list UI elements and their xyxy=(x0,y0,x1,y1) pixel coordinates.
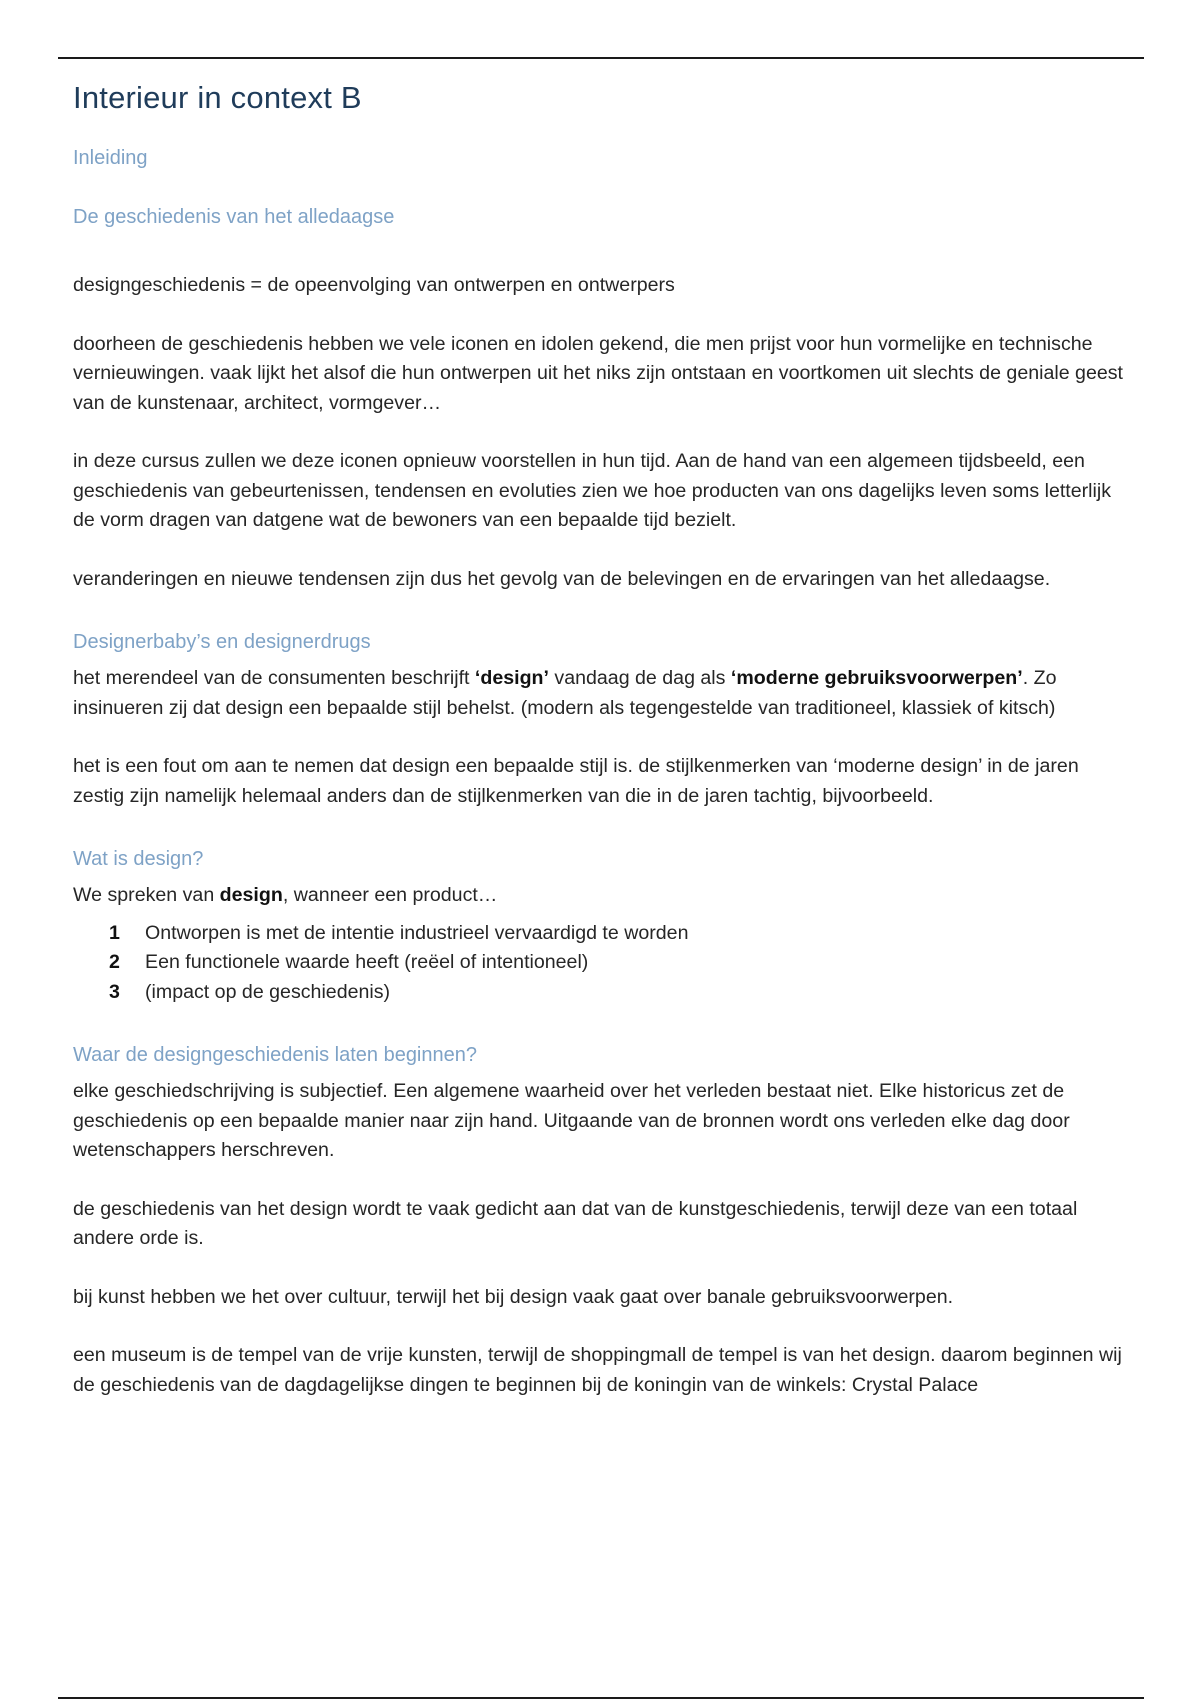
paragraph: in deze cursus zullen we deze iconen opnieuw voorstellen in hun tijd. Aan de hand van een algemeen tijdsbeeld, een geschiedenis van gebeurtenissen, tendensen en evoluties zien we hoe producten van ons dagelijks leven soms letterlijk de vorm dragen van datgene wat de bewoners van een bepaalde tijd bezielt. xyxy=(73,450,1112,531)
list-item: 1 Ontworpen is met de intentie industrieel vervaardigd te worden xyxy=(109,921,689,944)
paragraph: bij kunst hebben we het over cultuur, terwijl het bij design vaak gaat over banale gebruiksvoorwerpen. xyxy=(73,1285,954,1308)
paragraph: de geschiedenis van het design wordt te vaak gedicht aan dat van de kunstgeschiedenis, terwijl deze van een totaal andere orde is. xyxy=(73,1197,1078,1249)
paragraph: veranderingen en nieuwe tendensen zijn dus het gevolg van de belevingen en de ervaringen van het alledaagse. xyxy=(73,567,1051,590)
paragraph: het merendeel van de consumenten beschrijft ‘design’ vandaag de dag als ‘moderne gebruiksvoorwerpen’. Zo insinueren zij dat design een bepaalde stijl behelst. (modern als tegengestelde van traditioneel, klassiek of kitsch) xyxy=(73,667,1057,719)
paragraph: We spreken van design, wanneer een product… xyxy=(73,884,498,906)
top-rule xyxy=(58,57,1144,59)
heading-wat-is-design: Wat is design? xyxy=(73,848,204,870)
heading-waar-beginnen: Waar de designgeschiedenis laten beginnen? xyxy=(73,1044,477,1066)
paragraph: doorheen de geschiedenis hebben we vele iconen en idolen gekend, die men prijst voor hun vormelijke en technische vernieuwingen. vaak lijkt het alsof die hun ontwerpen uit het niks zijn ontstaan en voortkomen uit slechts de geniale geest van de kunstenaar, architect, vormgever… xyxy=(73,332,1123,414)
list-item: 3 (impact op de geschiedenis) xyxy=(109,980,391,1003)
paragraph: designgeschiedenis = de opeenvolging van ontwerpen en ontwerpers xyxy=(73,274,675,296)
bold-term: ‘design’ xyxy=(474,667,549,689)
list-item: 2 Een functionele waarde heeft (reëel of intentioneel) xyxy=(109,951,589,973)
bottom-rule xyxy=(58,1697,1144,1699)
document-page xyxy=(73,74,1133,1400)
bold-term: design xyxy=(219,884,283,906)
paragraph: een museum is de tempel van de vrije kunsten, terwijl de shoppingmall de tempel is van het design. daarom beginnen wij de geschiedenis van de dagdagelijkse dingen te beginnen bij de koningin van de winkels: Crystal Palace xyxy=(73,1344,1122,1396)
heading-designerbabys: Designerbaby’s en designerdrugs xyxy=(73,631,371,653)
paragraph: het is een fout om aan te nemen dat design een bepaalde stijl is. de stijlkenmerken van ‘moderne design’ in de jaren zestig zijn namelijk helemaal anders dan de stijlkenmerken van die in de jaren tachtig, bijvoorbeeld. xyxy=(73,755,1079,807)
heading-inleiding: Inleiding xyxy=(73,147,148,169)
bold-term: ‘moderne gebruiksvoorwerpen’ xyxy=(730,667,1023,689)
document-title: Interieur in context B xyxy=(73,80,362,115)
heading-geschiedenis: De geschiedenis van het alledaagse xyxy=(73,206,395,228)
paragraph: elke geschiedschrijving is subjectief. Een algemene waarheid over het verleden bestaat niet. Elke historicus zet de geschiedenis op een bepaalde manier naar zijn hand. Uitgaande van de bronnen wordt ons verleden elke dag door wetenschappers herschreven. xyxy=(73,1080,1070,1161)
numbered-list xyxy=(73,919,1133,1008)
